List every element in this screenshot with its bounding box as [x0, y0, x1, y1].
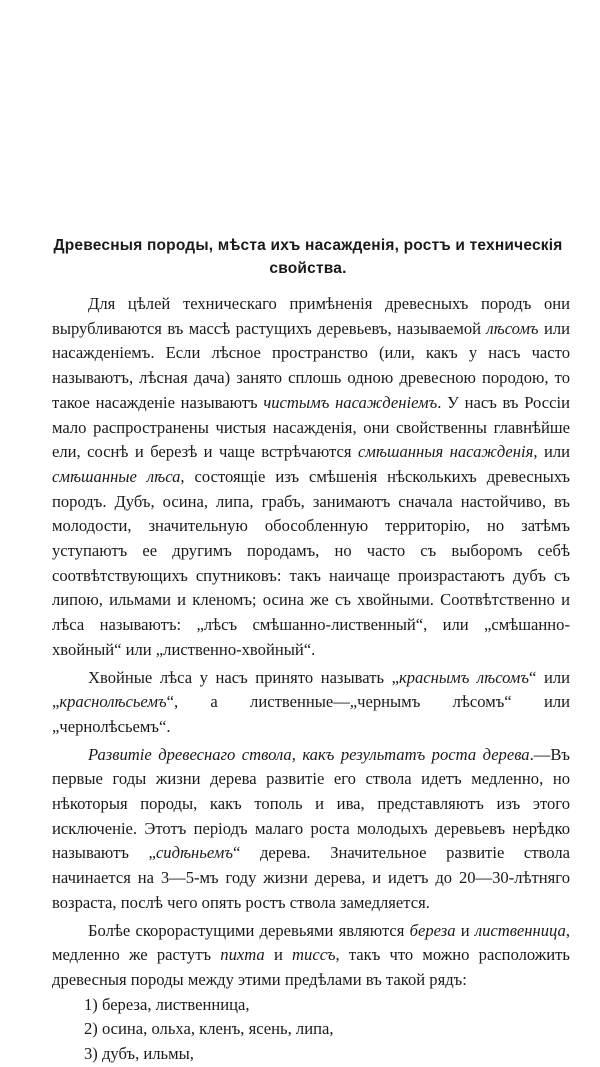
italic-term: смѣшанные лѣса	[52, 466, 181, 486]
list-item: 1) береза, лиственница,	[84, 994, 250, 1014]
text-run: “ дерева. Значительное развитіе ствола начинается на 3—5-мъ году жизни дерева, и идетъ до 20—30-лѣтняго возраста, послѣ чего опять ростъ ствола замедляется.	[52, 843, 570, 912]
italic-term: краснымъ лѣсомъ	[398, 667, 530, 687]
text-run: “ или „	[52, 667, 570, 712]
paragraph-forests	[52, 292, 570, 663]
text-run: .—Въ первые годы жизни дерева развитіе его ствола идетъ медленно, но нѣкоторыя породы, какъ тополь и ива, представляютъ изъ этого исключеніе. Этотъ періодъ малаго роста молодыхъ деревьевъ нерѣдко называютъ „	[52, 744, 570, 863]
italic-term: тиссъ	[292, 945, 336, 965]
italic-term: береза	[409, 920, 456, 940]
text-run: , медленно же растутъ	[52, 920, 570, 965]
italic-term: лиственница	[474, 920, 566, 940]
heading-line-2: свойства.	[269, 260, 347, 277]
text-run: , или	[533, 442, 570, 462]
text-run: Хвойные лѣса у насъ принято называть „	[88, 667, 399, 687]
text-run: и	[264, 945, 293, 965]
text-run: , такъ что можно расположить древесныя породы между этими предѣлами въ такой рядъ:	[52, 945, 570, 989]
paragraph-coniferous	[52, 666, 570, 740]
italic-term: лѣсомъ	[486, 318, 539, 338]
text-run: . У насъ въ Россіи мало распространены чистыя насажденія, они свойственны главнѣйше ели, соснѣ и березѣ и чаще встрѣчаются	[52, 392, 570, 462]
italic-term: пихта	[220, 945, 265, 965]
paragraph-trunk-development	[52, 743, 570, 916]
section-heading	[52, 234, 564, 280]
text-run: или насажденіемъ. Если лѣсное пространство (или, какъ у насъ часто называютъ, лѣсная дача) занято сплошь одною древесною породою, то такое насажденіе называютъ	[52, 318, 570, 412]
italic-term: Развитіе древеснаго ствола, какъ результатъ роста дерева	[88, 744, 530, 764]
text-run: и	[455, 920, 475, 940]
species-list	[52, 993, 570, 1067]
body-text	[52, 292, 570, 1067]
italic-term: краснолѣсьемъ	[59, 692, 167, 712]
heading-line-1: Древесныя породы, мѣста ихъ насажденія, ростъ и техническія	[53, 237, 563, 254]
italic-term: чистымъ насажденіемъ	[263, 392, 438, 412]
italic-term: сидѣньемъ	[155, 843, 233, 863]
text-run: “, а лиственные—„чернымъ лѣсомъ“ или „чернолѣсьемъ“.	[52, 692, 570, 736]
text-run: Для цѣлей техническаго примѣненія древесныхъ породъ они вырубливаются въ массѣ растущихъ деревьевъ, называемой	[52, 294, 570, 338]
text-run: Болѣе скорорастущими деревьями являются	[88, 920, 410, 940]
list-item: 3) дубъ, ильмы,	[84, 1044, 194, 1064]
italic-term: смѣшанныя насажденія	[357, 442, 534, 462]
text-run: , состоящіе изъ смѣшенія нѣсколькихъ древесныхъ породъ. Дубъ, осина, липа, грабъ, занимаютъ сначала настойчиво, въ молодости, значительную обособленную территорію, но затѣмъ уступаютъ ее другимъ породамъ, но часто съ выборомъ себѣ соотвѣтствующихъ спутниковъ: такъ наичаще произрастаютъ дубъ съ липою, ильмами и кленомъ; осина же съ хвойными. Соотвѣтственно и лѣса называютъ: „лѣсъ смѣшанно-лиственный“, или „смѣшанно-хвойный“ или „лиственно-хвойный“.	[52, 466, 570, 659]
list-item: 2) осина, ольха, кленъ, ясень, липа,	[84, 1019, 334, 1039]
paragraph-growth-rates	[52, 919, 570, 993]
